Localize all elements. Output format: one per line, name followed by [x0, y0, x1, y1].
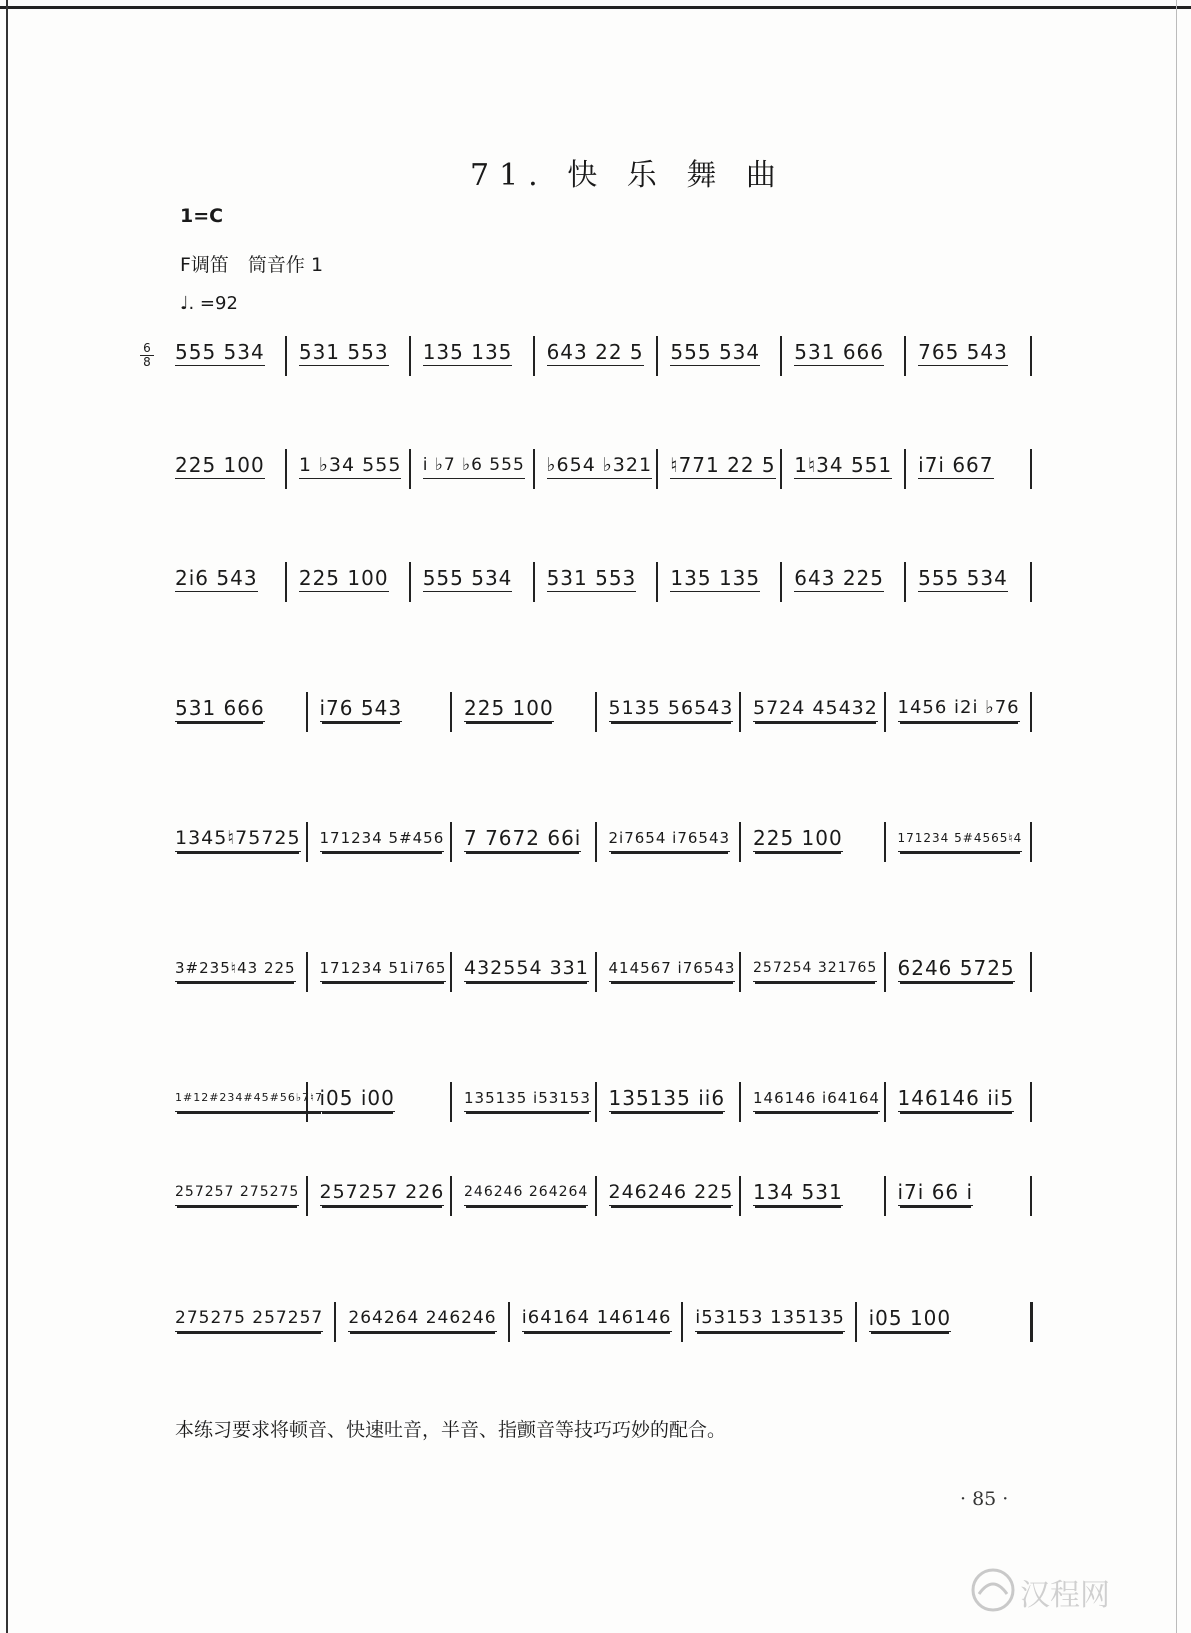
score-row	[0, 548, 1191, 618]
score-row	[0, 1162, 1191, 1232]
measure	[743, 678, 888, 748]
barline	[681, 1302, 683, 1342]
measure-notes: 171234 51i765	[320, 956, 447, 982]
barline	[595, 1176, 597, 1216]
barline	[334, 1302, 336, 1342]
measure-notes: 6246 5725	[897, 956, 1015, 980]
measure	[743, 808, 888, 878]
measure-notes: 135 135	[422, 340, 513, 364]
barline	[739, 952, 741, 992]
measure-notes: 146146 i64164	[753, 1086, 880, 1112]
measure-notes: ♮771 22 5	[670, 453, 776, 477]
barline	[904, 562, 906, 602]
measure	[660, 322, 784, 392]
measure	[165, 1068, 323, 1138]
barline	[739, 1176, 741, 1216]
score-row	[0, 1068, 1191, 1138]
barline	[1030, 822, 1032, 862]
measure-notes: 531 553	[546, 566, 637, 590]
measure	[908, 548, 1032, 618]
measure-notes: 1456 i2i ♭76	[898, 696, 1020, 722]
measure-notes: i05 i00	[319, 1086, 395, 1110]
measure	[599, 678, 744, 748]
page-number: · 85 ·	[960, 1488, 1009, 1510]
measure-notes: 171234 5#456	[320, 826, 445, 852]
barline	[595, 822, 597, 862]
barline	[904, 449, 906, 489]
time-signature-top: 6	[143, 341, 151, 355]
measure	[413, 435, 537, 505]
barline	[409, 336, 411, 376]
barline	[285, 562, 287, 602]
measure	[310, 1162, 455, 1232]
watermark-logo	[965, 1560, 1165, 1620]
measure-notes: 1♮34 551	[794, 453, 893, 477]
measure	[537, 548, 661, 618]
measure	[310, 938, 455, 1008]
measure-notes: i76 543	[319, 696, 403, 720]
measure	[512, 1288, 685, 1358]
barline	[1030, 562, 1032, 602]
measure	[888, 808, 1033, 878]
measure-notes: i ♭7 ♭6 555	[423, 453, 525, 479]
barline	[450, 822, 452, 862]
measure	[537, 322, 661, 392]
barline	[884, 692, 886, 732]
measure	[660, 435, 784, 505]
measure-notes: ♭654 ♭321	[547, 453, 653, 479]
measure	[413, 548, 537, 618]
measure-notes: 7 7672 66i	[464, 826, 582, 850]
barline	[450, 952, 452, 992]
measure	[165, 322, 289, 392]
measure	[310, 678, 455, 748]
measure	[888, 1162, 1033, 1232]
measure	[660, 548, 784, 618]
measure-notes: 146146 ii5	[897, 1086, 1015, 1110]
barline	[409, 562, 411, 602]
measure	[310, 1068, 455, 1138]
measure-notes: 531 666	[175, 696, 265, 720]
score-row	[0, 435, 1191, 505]
measure	[908, 435, 1032, 505]
measure	[165, 1162, 310, 1232]
measure	[537, 435, 661, 505]
measure	[888, 1068, 1033, 1138]
measure	[165, 678, 310, 748]
page-top-border	[0, 0, 1191, 9]
measure-notes: 555 534	[175, 340, 265, 364]
barline	[780, 336, 782, 376]
measure-notes: 531 666	[794, 340, 884, 364]
barline	[1030, 1082, 1032, 1122]
barline	[409, 449, 411, 489]
measure	[413, 322, 537, 392]
measure-notes: i7i 667	[918, 453, 994, 477]
measure	[338, 1288, 511, 1358]
barline	[285, 449, 287, 489]
measure-notes: 1345♮75725	[175, 826, 301, 852]
measure-notes: 5135 56543	[609, 696, 734, 722]
barline	[306, 1176, 308, 1216]
barline	[904, 336, 906, 376]
measure	[165, 938, 310, 1008]
barline	[595, 952, 597, 992]
measure-notes: 1#12#234#45#56♭7♮7	[175, 1086, 323, 1112]
measure	[599, 938, 744, 1008]
measure	[784, 548, 908, 618]
measure	[289, 548, 413, 618]
measure	[685, 1288, 858, 1358]
barline	[884, 822, 886, 862]
barline	[884, 1176, 886, 1216]
barline	[855, 1302, 857, 1342]
measure-notes: 765 543	[918, 340, 1008, 364]
instrument-note: F调笛 筒音作 1	[180, 254, 324, 276]
measure-notes: 257257 226	[320, 1180, 445, 1206]
barline	[739, 1082, 741, 1122]
watermark-text: 汉程网	[1020, 1578, 1110, 1613]
score-row	[0, 322, 1191, 392]
barline	[1030, 692, 1032, 732]
measure-notes: 264264 246246	[348, 1306, 496, 1332]
measure-notes: 135135 ii6	[608, 1086, 726, 1110]
barline	[450, 692, 452, 732]
barline	[306, 1082, 308, 1122]
time-signature-bottom: 8	[140, 355, 154, 369]
measure	[165, 548, 289, 618]
barline	[306, 822, 308, 862]
measure	[784, 435, 908, 505]
barline	[450, 1176, 452, 1216]
score-row	[0, 938, 1191, 1008]
barline	[884, 1082, 886, 1122]
barline	[595, 692, 597, 732]
measure-notes: 3#235♮43 225	[175, 956, 296, 982]
measure	[165, 435, 289, 505]
measure-notes: 643 225	[794, 566, 884, 590]
measure	[599, 1162, 744, 1232]
measure	[599, 1068, 744, 1138]
barline	[656, 336, 658, 376]
measure-notes: i64164 146146	[522, 1306, 672, 1332]
barline	[533, 449, 535, 489]
barline	[595, 1082, 597, 1122]
measure	[289, 435, 413, 505]
barline	[508, 1302, 510, 1342]
measure-notes: 1 ♭34 555	[299, 453, 402, 479]
barline	[1030, 449, 1032, 489]
barline	[884, 952, 886, 992]
measure-notes: 257254 321765	[753, 956, 877, 982]
barline	[450, 1082, 452, 1122]
measure-notes: i05 100	[868, 1306, 952, 1330]
measure	[454, 1068, 599, 1138]
measure-notes: 555 534	[670, 340, 761, 364]
measure-notes: 531 553	[298, 340, 389, 364]
measure	[454, 938, 599, 1008]
measure-notes: 246246 225	[609, 1180, 734, 1206]
barline	[739, 692, 741, 732]
score-row	[0, 1288, 1191, 1358]
measure-notes: 2i6 543	[175, 566, 258, 590]
barline	[533, 562, 535, 602]
measure	[743, 938, 888, 1008]
key-signature: 1=C	[180, 205, 224, 227]
measure	[908, 322, 1032, 392]
measure	[743, 1162, 888, 1232]
footnote: 本练习要求将顿音、快速吐音，半音、指颤音等技巧巧妙的配合。	[175, 1419, 727, 1441]
barline	[656, 449, 658, 489]
measure-notes: 414567 i76543	[609, 956, 736, 982]
barline	[1030, 336, 1032, 376]
barline	[306, 692, 308, 732]
barline	[285, 336, 287, 376]
barline	[780, 449, 782, 489]
measure	[454, 808, 599, 878]
measure	[165, 1288, 338, 1358]
measure-notes: 171234 5#4565♮4	[898, 826, 1023, 852]
measure	[859, 1288, 1032, 1358]
measure	[784, 322, 908, 392]
measure-notes: 225 100	[175, 453, 265, 477]
barline	[1030, 1176, 1032, 1216]
barline	[1030, 952, 1032, 992]
measure-notes: 134 531	[753, 1180, 843, 1204]
measure	[599, 808, 744, 878]
barline	[533, 336, 535, 376]
piece-title: 71. 快 乐 舞 曲	[470, 158, 786, 193]
measure-notes: 225 100	[298, 566, 389, 590]
measure-notes: 555 534	[422, 566, 513, 590]
measure	[165, 808, 310, 878]
score-row	[0, 678, 1191, 748]
measure-notes: 225 100	[753, 826, 843, 850]
measure-notes: 5724 45432	[753, 696, 878, 722]
measure-notes: 257257 275275	[175, 1180, 299, 1206]
measure	[888, 678, 1033, 748]
measure-notes: i7i 66 i	[897, 1180, 974, 1204]
measure	[289, 322, 413, 392]
measure-notes: 275275 257257	[175, 1306, 323, 1332]
score-row	[0, 808, 1191, 878]
final-barline	[1030, 1302, 1033, 1342]
barline	[739, 822, 741, 862]
measure-notes: i53153 135135	[695, 1306, 845, 1332]
measure-notes: 432554 331	[464, 956, 589, 982]
measure-notes: 2i7654 i76543	[609, 826, 731, 852]
measure	[310, 808, 455, 878]
measure-notes: 135 135	[670, 566, 761, 590]
measure-notes: 643 22 5	[546, 340, 644, 364]
barline	[656, 562, 658, 602]
measure-notes: 225 100	[464, 696, 554, 720]
measure	[888, 938, 1033, 1008]
tempo-marking: ♩. =92	[180, 293, 238, 314]
measure	[454, 678, 599, 748]
measure-notes: 246246 264264	[464, 1180, 588, 1206]
measure	[743, 1068, 888, 1138]
barline	[306, 952, 308, 992]
measure-notes: 555 534	[918, 566, 1008, 590]
barline	[780, 562, 782, 602]
measure	[454, 1162, 599, 1232]
measure-notes: 135135 i53153	[464, 1086, 591, 1112]
